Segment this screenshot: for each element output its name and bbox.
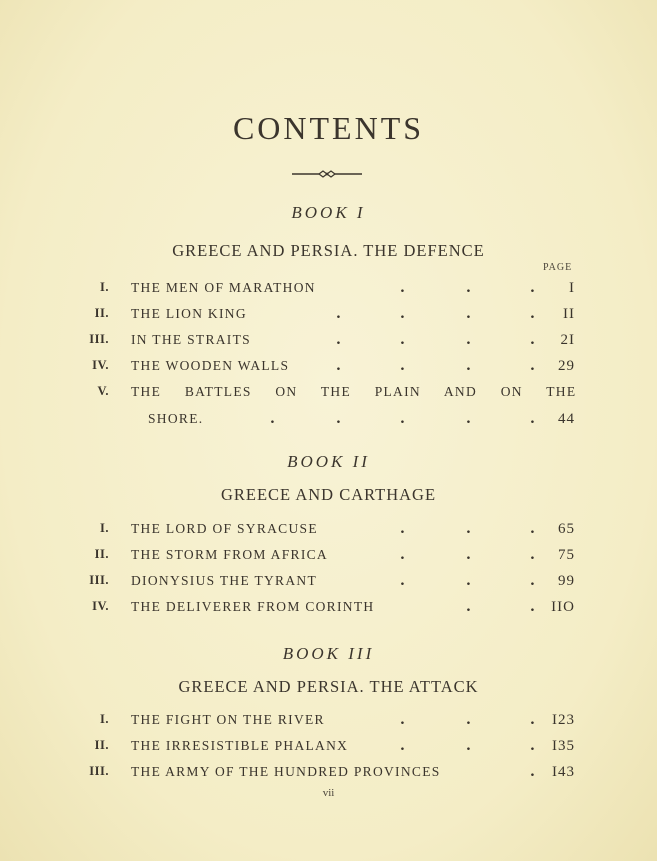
leader-dot: . (530, 358, 535, 374)
chapter-page: I35 (552, 738, 575, 754)
chapter-page: I23 (552, 712, 575, 728)
leader-dot: . (400, 573, 405, 589)
page-title: CONTENTS (232, 110, 425, 146)
leader-dot: . (466, 280, 471, 296)
chapter-title: THE WOODEN WALLS (131, 358, 290, 373)
chapter-number: III. (89, 764, 109, 778)
chapter-title: THE IRRESISTIBLE PHALANX (131, 738, 349, 753)
toc-row[interactable] (0, 712, 657, 734)
toc-row[interactable] (0, 764, 657, 786)
page-column-label: PAGE (543, 262, 573, 273)
chapter-number: I. (100, 521, 109, 535)
chapter-number: I. (100, 712, 109, 726)
chapter-title: THE DELIVERER FROM CORINTH (131, 599, 375, 614)
leader-dot: . (336, 306, 341, 322)
toc-row[interactable] (0, 573, 657, 595)
leader-dot: . (530, 599, 535, 615)
chapter-number: IV. (92, 358, 109, 372)
ornament-divider-icon (292, 168, 362, 180)
chapter-page: 99 (558, 573, 575, 589)
chapter-title: THE ARMY OF THE HUNDRED PROVINCES (131, 764, 441, 779)
book-heading: BOOK I (291, 203, 366, 222)
leader-dot: . (400, 411, 405, 427)
leader-dot: . (466, 738, 471, 754)
leader-dot: . (466, 332, 471, 348)
chapter-number: V. (97, 384, 109, 398)
book-heading: BOOK III (282, 644, 375, 663)
leader-dot: . (466, 573, 471, 589)
chapter-page: 75 (558, 547, 575, 563)
chapter-title: THE LORD OF SYRACUSE (131, 521, 318, 536)
toc-row[interactable] (0, 358, 657, 380)
chapter-title: THE LION KING (131, 306, 247, 321)
chapter-title: DIONYSIUS THE TYRANT (131, 573, 318, 588)
toc-row[interactable] (0, 738, 657, 760)
leader-dot: . (400, 358, 405, 374)
chapter-number: III. (89, 573, 109, 587)
chapter-number: II. (94, 547, 109, 561)
book-subtitle: GREECE AND PERSIA. THE ATTACK (178, 677, 479, 696)
book-heading: BOOK II (287, 452, 370, 471)
toc-row[interactable] (0, 547, 657, 569)
chapter-number: III. (89, 332, 109, 346)
leader-dot: . (530, 573, 535, 589)
toc-row-continuation[interactable] (0, 411, 657, 433)
chapter-page: 44 (558, 411, 575, 427)
leader-dot: . (400, 712, 405, 728)
chapter-page: 29 (558, 358, 575, 374)
leader-dot: . (530, 521, 535, 537)
leader-dot: . (466, 599, 471, 615)
leader-dot: . (400, 521, 405, 537)
leader-dot: . (530, 547, 535, 563)
leader-dot: . (400, 306, 405, 322)
chapter-title-continuation: SHORE. (148, 411, 204, 426)
leader-dot: . (336, 358, 341, 374)
leader-dot: . (466, 306, 471, 322)
chapter-number: IV. (92, 599, 109, 613)
toc-row[interactable] (0, 384, 657, 406)
leader-dot: . (530, 738, 535, 754)
leader-dot: . (400, 547, 405, 563)
book-subtitle: GREECE AND PERSIA. THE DEFENCE (172, 241, 485, 260)
toc-row[interactable] (0, 280, 657, 302)
chapter-title: THE STORM FROM AFRICA (131, 547, 328, 562)
leader-dot: . (466, 521, 471, 537)
chapter-number: II. (94, 306, 109, 320)
leader-dot: . (336, 332, 341, 348)
leader-dot: . (400, 280, 405, 296)
chapter-number: I. (100, 280, 109, 294)
chapter-number: II. (94, 738, 109, 752)
leader-dot: . (270, 411, 275, 427)
leader-dot: . (530, 411, 535, 427)
toc-row[interactable] (0, 332, 657, 354)
book-subtitle: GREECE AND CARTHAGE (220, 485, 437, 504)
chapter-title: THE MEN OF MARATHON (131, 280, 316, 295)
chapter-page: IIO (551, 599, 575, 615)
chapter-page: I43 (552, 764, 575, 780)
chapter-page: 65 (558, 521, 575, 537)
leader-dot: . (530, 280, 535, 296)
leader-dot: . (400, 332, 405, 348)
page-folio: vii (322, 787, 335, 799)
chapter-page: I (569, 280, 575, 296)
chapter-title: IN THE STRAITS (131, 332, 251, 347)
chapter-title: THE FIGHT ON THE RIVER (131, 712, 325, 727)
leader-dot: . (466, 411, 471, 427)
leader-dot: . (530, 764, 535, 780)
leader-dot: . (466, 358, 471, 374)
toc-row[interactable] (0, 599, 657, 621)
chapter-page: 2I (560, 332, 575, 348)
toc-row[interactable] (0, 521, 657, 543)
leader-dot: . (466, 712, 471, 728)
toc-row[interactable] (0, 306, 657, 328)
chapter-title: THE BATTLES ON THE PLAIN AND ON THE (131, 384, 577, 399)
chapter-page: II (563, 306, 575, 322)
leader-dot: . (400, 738, 405, 754)
leader-dot: . (336, 411, 341, 427)
leader-dot: . (530, 332, 535, 348)
leader-dot: . (530, 712, 535, 728)
leader-dot: . (466, 547, 471, 563)
leader-dot: . (530, 306, 535, 322)
